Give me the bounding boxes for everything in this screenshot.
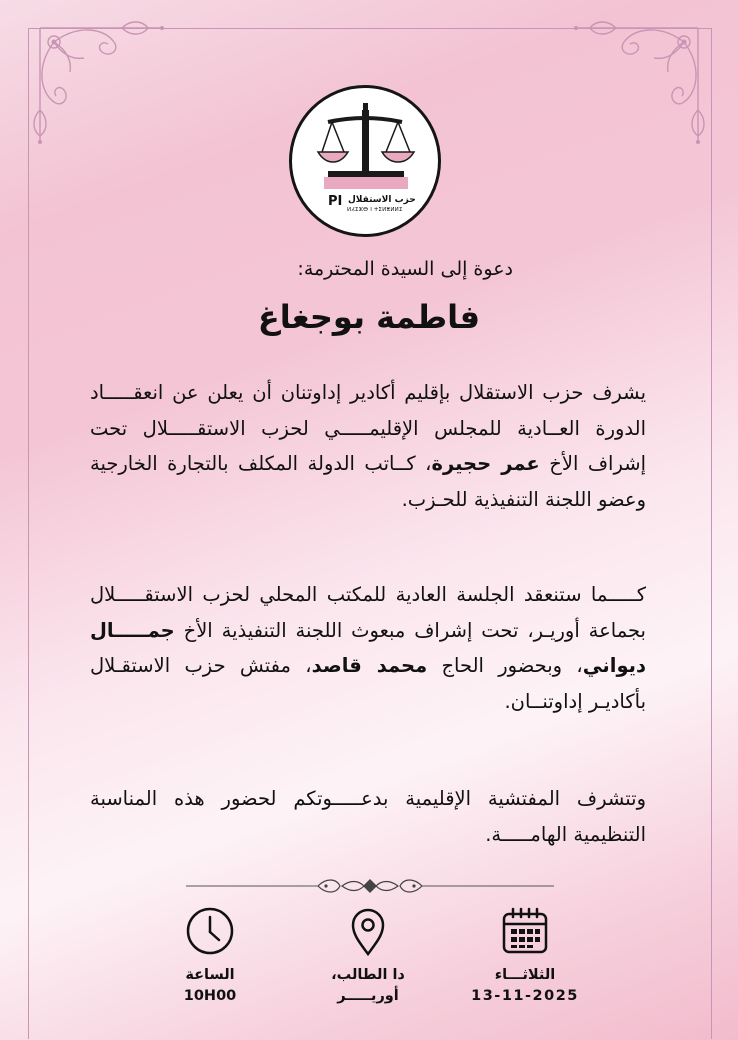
paragraph-text: ، مفتش حزب الاستقـلال بأكاديـر إداوتنــان. xyxy=(90,654,646,713)
paragraph-text: يشرف حزب الاستقلال بإقليم أكادير إداوتنان أن يعلن عن انعقـــــاد الدورة العــادية للمجلس الإقليمـــــي لحزب الاستقـــــلال تحت إشراف الأخ xyxy=(90,381,646,475)
location-pin-icon xyxy=(342,905,394,957)
envoy-name: جمـــــال ديواني xyxy=(90,618,646,677)
salutation: دعوة إلى السيدة المحترمة: xyxy=(297,258,513,280)
supervisor-name: عمر حجيرة xyxy=(431,452,540,475)
corner-ornament-left xyxy=(26,14,176,154)
paragraph-text: ، كــاتب الدولة المكلف بالتجارة الخارجية وعضو اللجنة التنفيذية للحـزب. xyxy=(90,452,646,511)
party-abbreviation: PI xyxy=(328,194,343,209)
calendar-icon xyxy=(499,905,551,957)
party-logo xyxy=(289,85,441,237)
party-name-arabic: حزب الاستقلال xyxy=(348,195,416,205)
clock-icon xyxy=(184,905,236,957)
event-date-value: 13-11-2025 xyxy=(471,988,579,1004)
time-label: الساعة xyxy=(185,967,235,983)
event-day: الثلاثـــاء xyxy=(494,967,556,983)
ornamental-divider xyxy=(186,876,554,896)
paragraph-local-office xyxy=(90,577,646,719)
party-name-tifinagh: ⵍⵃⵉⵣⴱ ⵏ ⵜⵉⵍⴻⵍⵍⵉ xyxy=(347,207,403,213)
guest-name: فاطمة بوجغاغ xyxy=(257,298,481,336)
location-line-1: دا الطالب، xyxy=(331,967,405,983)
paragraph-announcement xyxy=(90,375,646,517)
paragraph-text: ، وبحضور الحاج xyxy=(427,654,583,677)
time-value: 10H00 xyxy=(183,988,237,1004)
paragraph-text: وتتشرف المفتشية الإقليمية بدعـــــوتكم لحضور هذه المناسبة التنظيمية الهامـــــة. xyxy=(90,787,646,846)
corner-ornament-right xyxy=(562,14,712,154)
inspector-name: محمد قاصد xyxy=(311,654,428,677)
paragraph-invitation xyxy=(90,781,646,852)
paragraph-text: كـــــما ستنعقد الجلسة العادية للمكتب المحلي لحزب الاستقـــــلال بجماعة أوريـر، تحت إشراف مبعوث اللجنة التنفيذية الأخ xyxy=(90,583,646,642)
event-date xyxy=(455,905,595,1007)
event-time xyxy=(140,905,280,1007)
location-line-2: أوريـــــر xyxy=(337,988,399,1004)
event-location xyxy=(298,905,438,1007)
